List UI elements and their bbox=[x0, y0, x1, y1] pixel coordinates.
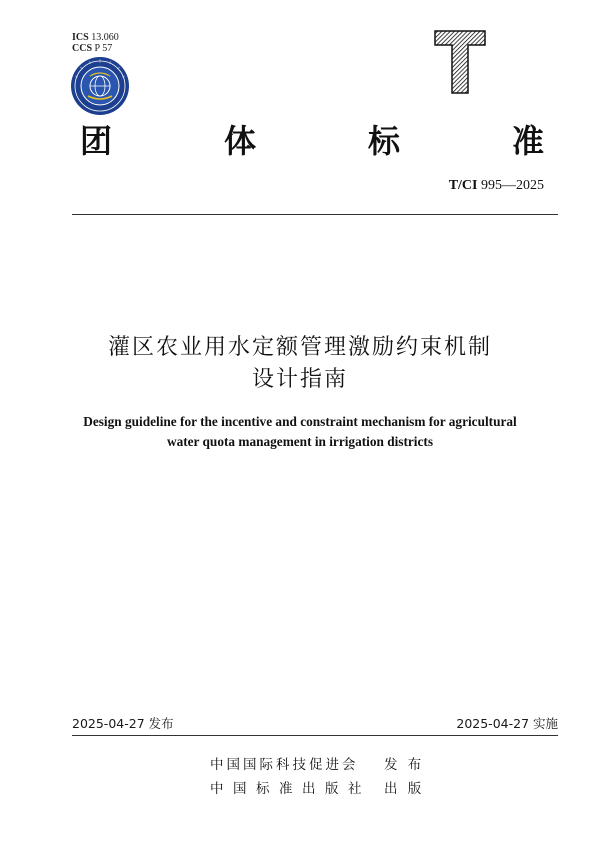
standard-type-char: 团 bbox=[80, 122, 113, 160]
ics-code: ICS 13.060 bbox=[72, 32, 119, 43]
publisher-role: 发 布 bbox=[384, 757, 425, 773]
standard-type-char: 标 bbox=[368, 122, 401, 160]
title-cn-line1: 灌区农业用水定额管理激励约束机制 bbox=[107, 335, 492, 360]
title-en-line1: Design guideline for the incentive and constraint mechanism for agricultural bbox=[83, 414, 517, 429]
standard-number: T/CI 995—2025 bbox=[448, 178, 544, 193]
issue-date: 2025-04-27 发布 bbox=[72, 716, 174, 731]
standard-type-char: 体 bbox=[224, 122, 257, 160]
standard-type-heading bbox=[0, 124, 600, 164]
standard-type-char: 准 bbox=[512, 122, 545, 160]
printer-role: 出 版 bbox=[384, 781, 425, 797]
group-standard-mark bbox=[434, 30, 486, 94]
printer-name: 中国标准出版社 bbox=[210, 781, 371, 797]
association-seal-icon bbox=[70, 56, 130, 116]
publisher-name: 中国国际科技促进会 bbox=[210, 757, 359, 773]
ccs-code: CCS P 57 bbox=[72, 43, 113, 54]
implementation-date: 2025-04-27 实施 bbox=[456, 716, 558, 731]
top-divider bbox=[72, 214, 558, 215]
title-en-line2: water quota management in irrigation districts bbox=[166, 434, 434, 449]
bottom-divider bbox=[72, 735, 558, 736]
title-cn-line2: 设计指南 bbox=[251, 367, 348, 392]
